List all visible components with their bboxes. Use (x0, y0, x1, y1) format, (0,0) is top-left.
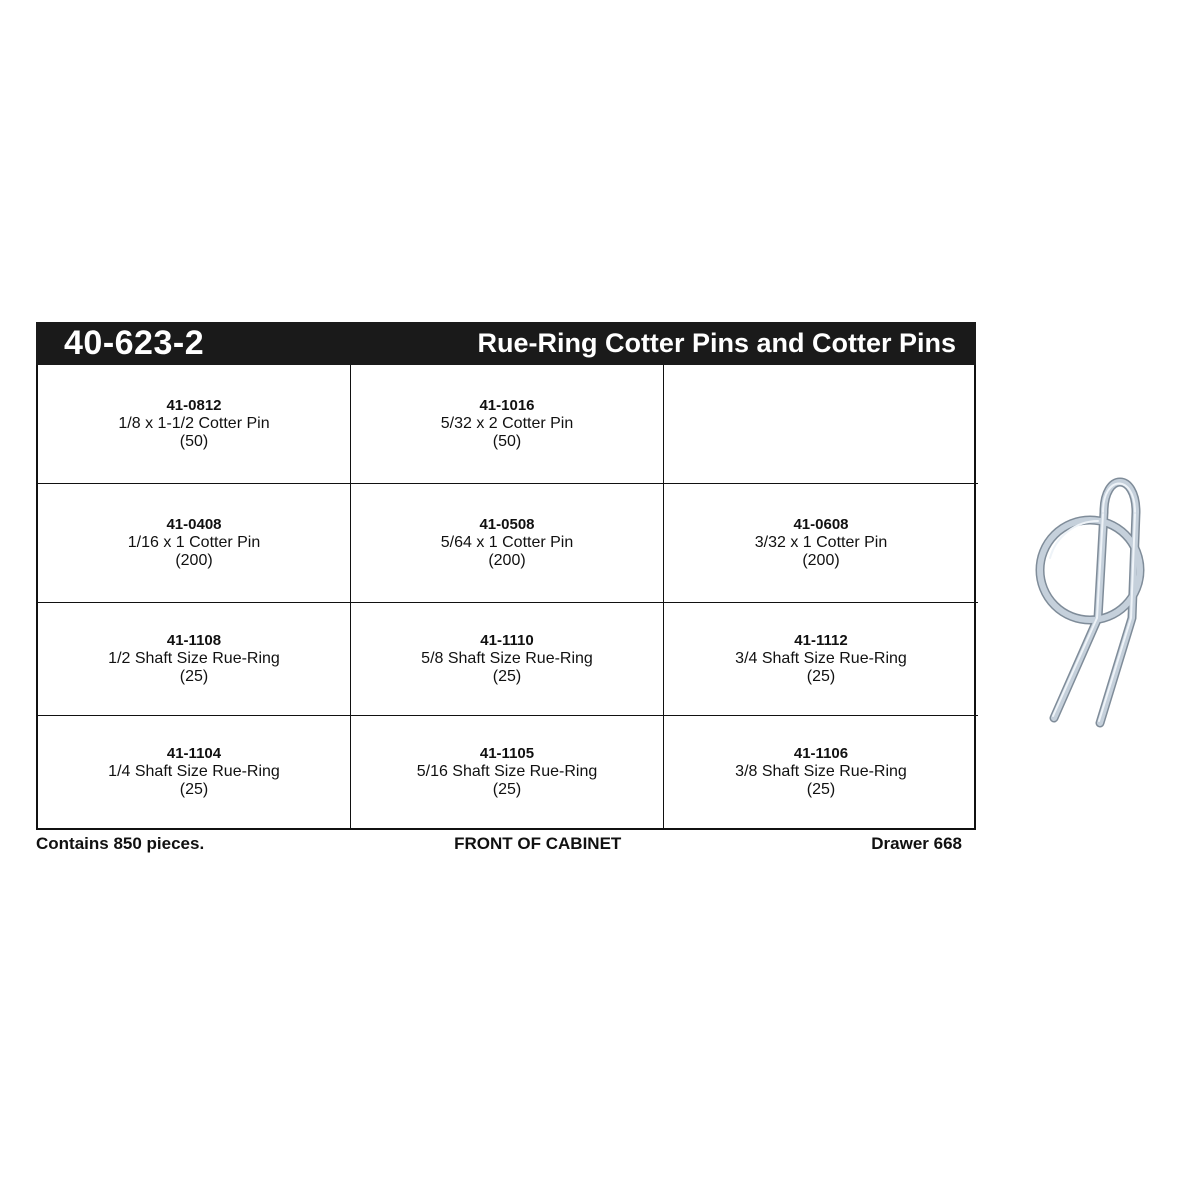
part-number: 41-0608 (793, 516, 849, 533)
compartment-grid (36, 365, 976, 830)
part-description: 5/64 x 1 Cotter Pin (440, 534, 574, 551)
part-number: 41-1106 (793, 745, 849, 762)
part-quantity: (25) (806, 668, 836, 685)
compartment-8 (351, 603, 664, 716)
part-number: 41-1105 (479, 745, 535, 762)
sheet-footer (36, 834, 976, 854)
part-number: 41-1108 (166, 632, 222, 649)
part-description: 1/4 Shaft Size Rue-Ring (108, 763, 280, 780)
compartment-9 (664, 603, 978, 716)
kit-number: 40-623-2 (64, 324, 205, 362)
compartment-3 (664, 365, 978, 484)
kit-title: Rue-Ring Cotter Pins and Cotter Pins (477, 328, 956, 358)
part-number: 41-1016 (479, 397, 535, 414)
part-description: 1/8 x 1-1/2 Cotter Pin (118, 415, 270, 432)
part-quantity: (25) (179, 781, 209, 798)
part-quantity: (50) (179, 433, 209, 450)
rue-ring-cotter-pin-icon (1028, 468, 1180, 730)
part-quantity: (25) (492, 668, 522, 685)
part-quantity: (25) (806, 781, 836, 798)
compartment-1 (38, 365, 351, 484)
part-number: 41-0812 (166, 397, 222, 414)
compartment-6 (664, 484, 978, 603)
part-quantity: (50) (492, 433, 522, 450)
part-quantity: (200) (488, 552, 526, 569)
part-number: 41-1110 (480, 632, 534, 649)
part-description: 5/8 Shaft Size Rue-Ring (421, 650, 593, 667)
part-quantity: (200) (175, 552, 213, 569)
part-description: 1/2 Shaft Size Rue-Ring (108, 650, 280, 667)
part-quantity: (25) (492, 781, 522, 798)
compartment-12 (664, 716, 978, 828)
drawer-layout-sheet (36, 322, 976, 854)
compartment-10 (38, 716, 351, 828)
part-description: 3/8 Shaft Size Rue-Ring (735, 763, 907, 780)
compartment-11 (351, 716, 664, 828)
compartment-2 (351, 365, 664, 484)
part-number: 41-1112 (794, 632, 848, 649)
part-description: 1/16 x 1 Cotter Pin (127, 534, 261, 551)
part-number: 41-0408 (166, 516, 222, 533)
cabinet-orientation: FRONT OF CABINET (454, 834, 622, 853)
part-quantity: (25) (179, 668, 209, 685)
part-number: 41-0508 (479, 516, 535, 533)
part-description: 5/32 x 2 Cotter Pin (440, 415, 574, 432)
compartment-5 (351, 484, 664, 603)
kit-header (36, 322, 976, 365)
part-number: 41-1104 (166, 745, 222, 762)
part-description: 3/32 x 1 Cotter Pin (754, 534, 888, 551)
compartment-7 (38, 603, 351, 716)
part-description: 5/16 Shaft Size Rue-Ring (416, 763, 598, 780)
part-quantity: (200) (802, 552, 840, 569)
piece-count: Contains 850 pieces. (36, 834, 205, 853)
compartment-4 (38, 484, 351, 603)
part-description: 3/4 Shaft Size Rue-Ring (735, 650, 907, 667)
drawer-number: Drawer 668 (871, 834, 962, 853)
